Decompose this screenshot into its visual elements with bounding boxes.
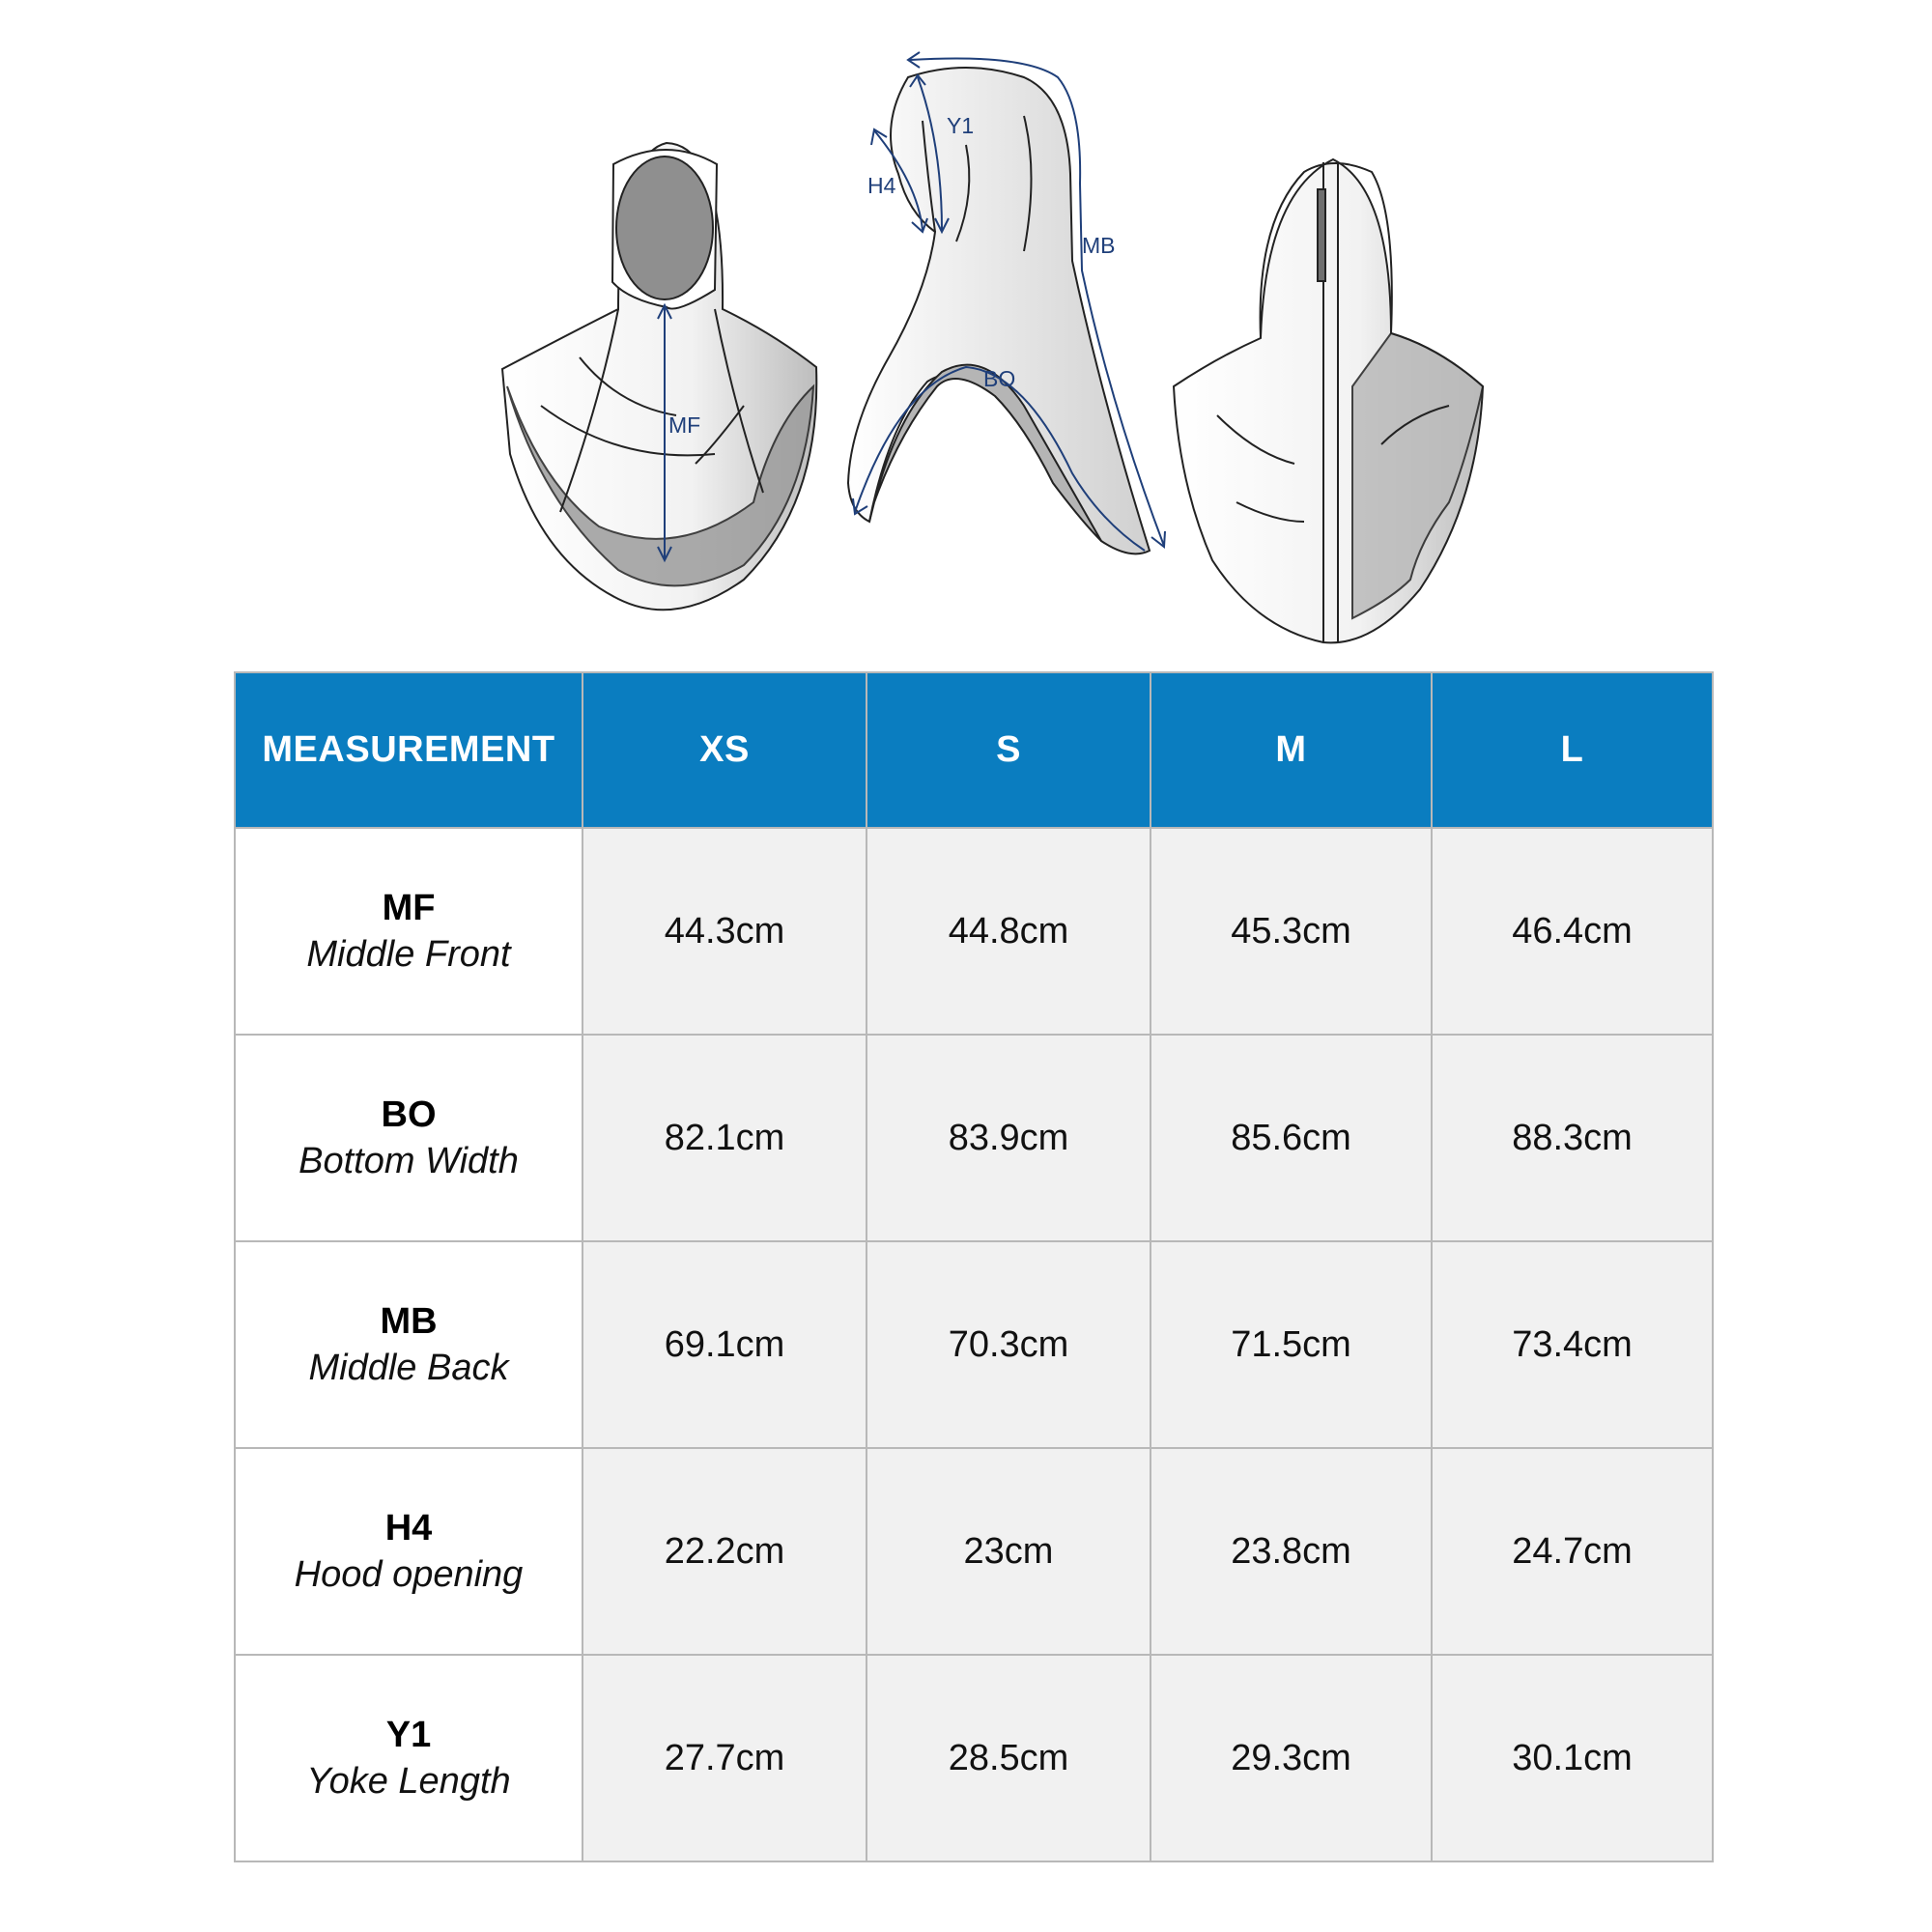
- header-measurement: MEASUREMENT: [235, 672, 582, 828]
- value-cell: 27.7cm: [582, 1655, 867, 1861]
- value-cell: 88.3cm: [1432, 1035, 1713, 1241]
- value-cell: 24.7cm: [1432, 1448, 1713, 1655]
- y1-label: Y1: [947, 113, 975, 138]
- mf-label: MF: [668, 412, 701, 438]
- value-cell: 30.1cm: [1432, 1655, 1713, 1861]
- h4-label: H4: [867, 173, 896, 198]
- measurement-label-cell: [235, 1655, 582, 1861]
- side-view: [848, 68, 1150, 554]
- value-cell: 70.3cm: [867, 1241, 1151, 1448]
- header-size-l: L: [1432, 672, 1713, 828]
- value-cell: 45.3cm: [1151, 828, 1432, 1035]
- value-cell: 28.5cm: [867, 1655, 1151, 1861]
- hijab-illustrations: [0, 0, 1932, 657]
- value-cell: 71.5cm: [1151, 1241, 1432, 1448]
- value-cell: 46.4cm: [1432, 828, 1713, 1035]
- measurement-label-cell: [235, 1035, 582, 1241]
- value-cell: 23.8cm: [1151, 1448, 1432, 1655]
- size-chart-table: [234, 671, 1714, 1862]
- front-view: [502, 143, 816, 610]
- value-cell: 23cm: [867, 1448, 1151, 1655]
- value-cell: 22.2cm: [582, 1448, 867, 1655]
- measurement-code: MB: [380, 1301, 438, 1342]
- measurement-code: MF: [382, 888, 436, 928]
- header-size-xs: XS: [582, 672, 867, 828]
- value-cell: 44.8cm: [867, 828, 1151, 1035]
- header-size-s: S: [867, 672, 1151, 828]
- value-cell: 44.3cm: [582, 828, 867, 1035]
- value-cell: 85.6cm: [1151, 1035, 1432, 1241]
- mb-label: MB: [1082, 233, 1116, 258]
- table-row: [235, 1035, 1713, 1241]
- header-row: [235, 672, 1713, 828]
- table-row: [235, 1448, 1713, 1655]
- measurement-name: Hood opening: [294, 1554, 524, 1595]
- back-view: [1174, 159, 1483, 642]
- table-row: [235, 1655, 1713, 1861]
- bo-label: BO: [983, 366, 1016, 391]
- measurement-name: Middle Back: [308, 1348, 509, 1388]
- value-cell: 69.1cm: [582, 1241, 867, 1448]
- measurement-label-cell: [235, 828, 582, 1035]
- measurement-code: H4: [384, 1508, 433, 1548]
- header-size-m: M: [1151, 672, 1432, 828]
- measurement-name: Bottom Width: [298, 1141, 519, 1181]
- garment-diagram: [0, 0, 1932, 657]
- measurement-code: BO: [381, 1094, 437, 1135]
- value-cell: 73.4cm: [1432, 1241, 1713, 1448]
- table-row: [235, 1241, 1713, 1448]
- measurement-label-cell: [235, 1448, 582, 1655]
- value-cell: 83.9cm: [867, 1035, 1151, 1241]
- table-row: [235, 828, 1713, 1035]
- measurement-code: Y1: [385, 1715, 432, 1755]
- measurement-name: Middle Front: [306, 934, 511, 975]
- value-cell: 82.1cm: [582, 1035, 867, 1241]
- measurement-label-cell: [235, 1241, 582, 1448]
- measurement-name: Yoke Length: [306, 1761, 511, 1802]
- value-cell: 29.3cm: [1151, 1655, 1432, 1861]
